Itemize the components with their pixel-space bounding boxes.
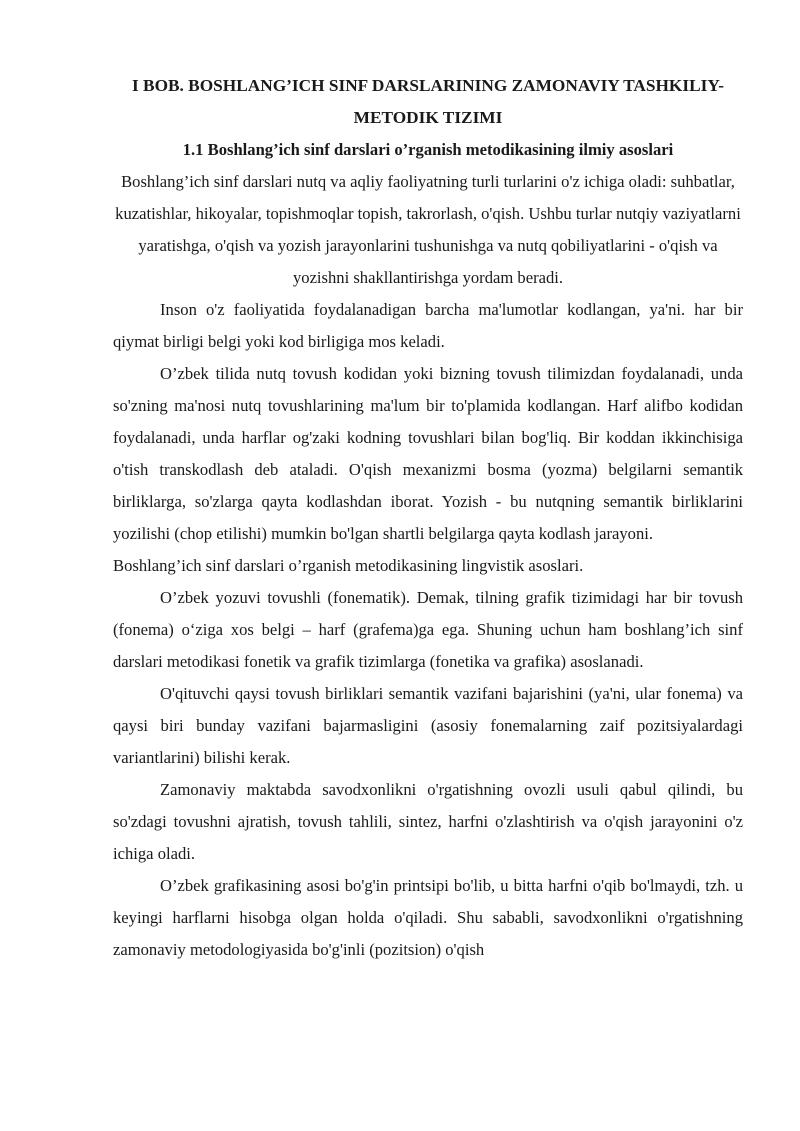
document-page	[113, 70, 743, 966]
paragraph-6: O’zbek grafikasining asosi bo'g'in printsipi bo'lib, u bitta harfni o'qib bo'lmaydi, tzh. u keyingi harflarni hisobga olgan holda o'qiladi. Shu sababli, savodxonlikni o'rgatishning zamonaviy metodologiyasida bo'g'inli (pozitsion) o'qish	[113, 876, 743, 959]
chapter-title: I BOB. BOSHLANG’ICH SINF DARSLARINING ZAMONAVIY TASHKILIY-METODIK TIZIMI	[132, 76, 724, 127]
section-heading: 1.1 Boshlang’ich sinf darslari o’rganish metodikasining ilmiy asoslari	[182, 140, 674, 159]
intro-paragraph: Boshlang’ich sinf darslari nutq va aqliy faoliyatning turli turlarini o'z ichiga oladi: suhbatlar, kuzatishlar, hikoyalar, topishmoqlar topish, takrorlash, o'qish. Ushbu turlar nutqiy vaziyatlarni yaratishga, o'qish va yozish jarayonlarini tushunishga va nutq qobiliyatlarini - o'qish va yozishni shakllantirishga yordam beradi.	[115, 172, 741, 287]
subheading: Boshlang’ich sinf darslari o’rganish metodikasining lingvistik asoslari.	[113, 556, 584, 575]
paragraph-5: Zamonaviy maktabda savodxonlikni o'rgatishning ovozli usuli qabul qilindi, bu so'zdagi tovushni ajratish, tovush tahlili, sintez, harfni o'zlashtirish va o'qish jarayonini o'z ichiga oladi.	[113, 780, 743, 863]
paragraph-3: O’zbek yozuvi tovushli (fonematik). Demak, tilning grafik tizimidagi har bir tovush (fonema) o‘ziga xos belgi – harf (grafema)ga ega. Shuning uchun ham boshlang’ich sinf darslari metodikasi fonetik va grafik tizimlarga (fonetika va grafika) asoslanadi.	[113, 588, 743, 671]
paragraph-4: O'qituvchi qaysi tovush birliklari semantik vazifani bajarishini (ya'ni, ular fonema) va qaysi biri bunday vazifani bajarmasligini (asosiy fonemalarning zaif pozitsiyalardagi variantlarini) bilishi kerak.	[113, 684, 743, 767]
paragraph-1: Inson o'z faoliyatida foydalanadigan barcha ma'lumotlar kodlangan, ya'ni. har bir qiymat birligi belgi yoki kod birligiga mos keladi.	[113, 300, 743, 351]
paragraph-2: O’zbek tilida nutq tovush kodidan yoki bizning tovush tilimizdan foydalanadi, unda so'zning ma'nosi nutq tovushlarining ma'lum bir to'plamida kodlangan. Harf alifbo kodidan foydalanadi, unda harflar og'zaki kodning tovushlari bilan bog'liq. Bir koddan ikkinchisiga o'tish transkodlash deb ataladi. O'qish mexanizmi bosma (yozma) belgilarni semantik birliklarga, so'zlarga qayta kodlashdan iborat. Yozish - bu nutqning semantik birliklarini yozilishi (chop etilishi) mumkin bo'lgan shartli belgilarga qayta kodlash jarayoni.	[113, 364, 743, 543]
